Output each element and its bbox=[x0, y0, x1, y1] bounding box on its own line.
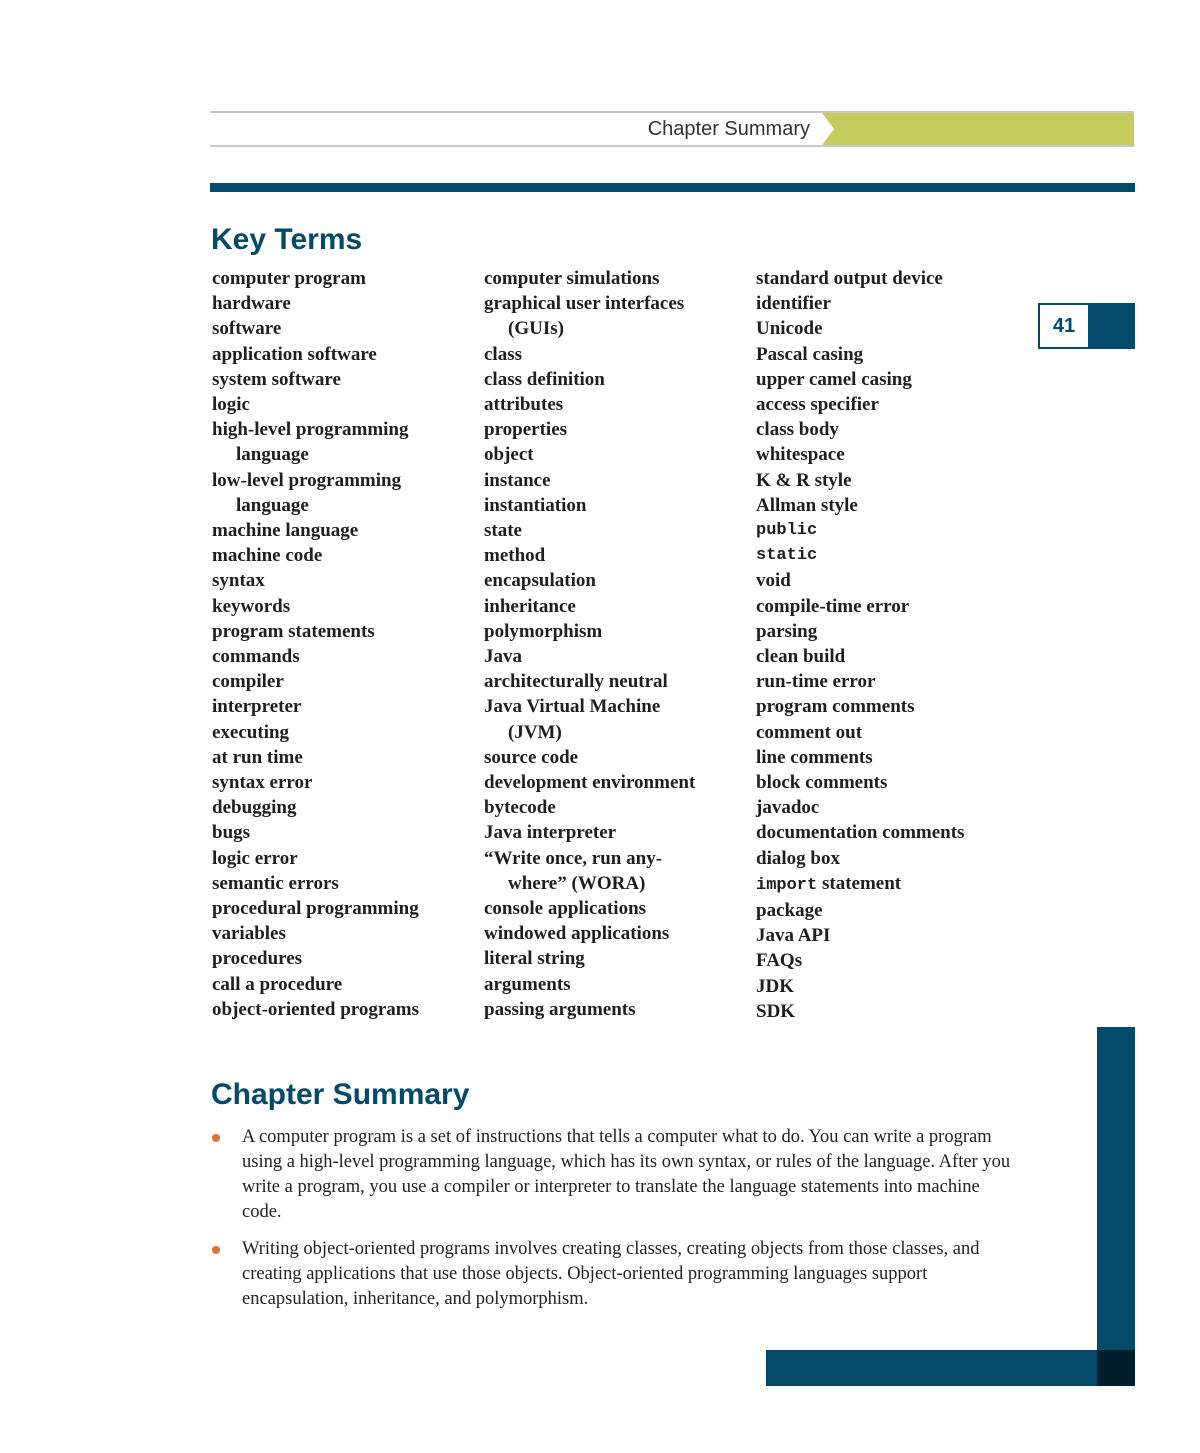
key-term: interpreter bbox=[212, 696, 302, 718]
key-term: application software bbox=[212, 343, 377, 365]
key-term: “Write once, run any- where” (WORA) bbox=[484, 847, 663, 894]
key-term: polymorphism bbox=[484, 620, 603, 642]
key-term: logic bbox=[212, 394, 250, 416]
key-term: hardware bbox=[212, 293, 291, 315]
key-term: properties bbox=[484, 419, 568, 441]
key-term: console applications bbox=[484, 898, 647, 920]
header-accent-tab bbox=[822, 113, 1134, 145]
key-term: literal string bbox=[484, 948, 585, 970]
key-term: program comments bbox=[756, 696, 915, 718]
key-term: executing bbox=[212, 721, 290, 743]
key-terms-heading: Key Terms bbox=[211, 223, 363, 256]
key-term: machine code bbox=[212, 545, 323, 567]
key-term: windowed applications bbox=[484, 923, 670, 945]
key-term: procedures bbox=[212, 948, 303, 970]
key-term: void bbox=[756, 570, 791, 592]
key-term: SDK bbox=[756, 1000, 796, 1022]
key-term: syntax bbox=[212, 570, 265, 592]
key-term: block comments bbox=[756, 772, 888, 794]
key-term: import statement bbox=[756, 872, 902, 895]
key-term: class definition bbox=[484, 368, 605, 390]
key-term: high-level programming language bbox=[212, 419, 409, 466]
key-term: bytecode bbox=[484, 797, 556, 819]
key-term: Pascal casing bbox=[756, 343, 864, 365]
key-term: software bbox=[212, 318, 282, 340]
key-term: static bbox=[756, 546, 818, 566]
section-rule-bar bbox=[210, 183, 1135, 192]
key-term: method bbox=[484, 545, 546, 567]
key-term: JDK bbox=[756, 975, 794, 997]
key-term: commands bbox=[212, 646, 300, 668]
page-number-tab-block bbox=[1090, 303, 1135, 349]
key-term: parsing bbox=[756, 620, 818, 642]
running-header-title: Chapter Summary bbox=[647, 118, 810, 140]
key-term: attributes bbox=[484, 394, 564, 416]
key-term: state bbox=[484, 520, 522, 542]
key-term: upper camel casing bbox=[756, 368, 912, 390]
key-term: comment out bbox=[756, 721, 863, 743]
key-term: graphical user interfaces (GUIs) bbox=[484, 293, 685, 340]
key-term: Java Virtual Machine (JVM) bbox=[484, 696, 661, 743]
key-term: development environment bbox=[484, 772, 696, 794]
bullet-icon bbox=[212, 1134, 220, 1142]
key-term: semantic errors bbox=[212, 872, 339, 894]
key-term: bugs bbox=[212, 822, 251, 844]
decorative-side-bar bbox=[1097, 1027, 1135, 1386]
key-term: Java interpreter bbox=[484, 822, 617, 844]
decorative-bottom-bar bbox=[766, 1350, 1135, 1386]
key-term: standard output device bbox=[756, 268, 943, 289]
key-term: javadoc bbox=[756, 797, 820, 819]
summary-item bbox=[212, 1237, 1012, 1312]
key-term: instance bbox=[484, 469, 551, 491]
summary-list bbox=[212, 1125, 1012, 1324]
key-term: computer simulations bbox=[484, 268, 660, 289]
bullet-icon bbox=[212, 1246, 220, 1254]
key-term: access specifier bbox=[756, 394, 879, 416]
page-number: 41 bbox=[1038, 303, 1090, 349]
key-term: at run time bbox=[212, 746, 303, 768]
key-term: architecturally neutral bbox=[484, 671, 668, 693]
key-term: object bbox=[484, 444, 534, 466]
key-term: compiler bbox=[212, 671, 284, 693]
key-term: passing arguments bbox=[484, 998, 636, 1020]
key-term: machine language bbox=[212, 520, 359, 542]
key-term: call a procedure bbox=[212, 973, 343, 995]
key-term: Java API bbox=[756, 925, 831, 947]
key-term: keywords bbox=[212, 595, 291, 617]
key-term: clean build bbox=[756, 646, 846, 668]
key-term: encapsulation bbox=[484, 570, 596, 592]
key-term: whitespace bbox=[756, 444, 845, 466]
key-term: Unicode bbox=[756, 318, 823, 340]
summary-item bbox=[212, 1125, 1012, 1225]
key-term: compile-time error bbox=[756, 595, 910, 617]
key-term: instantiation bbox=[484, 494, 587, 516]
key-term: documentation comments bbox=[756, 822, 965, 844]
key-term: object-oriented programs bbox=[212, 998, 420, 1020]
key-term: line comments bbox=[756, 746, 873, 768]
key-terms-column-2 bbox=[484, 266, 746, 1022]
summary-item-text: A computer program is a set of instructions that tells a computer what to do. You can write a program using a high-level programming language, which has its own syntax, or rules of the language. After you write a program, you use a compiler or interpreter to translate the language statements into machine code. bbox=[242, 1127, 1011, 1222]
chapter-summary-heading: Chapter Summary bbox=[211, 1078, 470, 1111]
key-term: logic error bbox=[212, 847, 298, 869]
key-term: K & R style bbox=[756, 469, 852, 491]
key-term: FAQs bbox=[756, 950, 803, 972]
key-term: low-level programming language bbox=[212, 469, 402, 516]
key-term: variables bbox=[212, 923, 286, 945]
key-term: class bbox=[484, 343, 522, 365]
key-term: run-time error bbox=[756, 671, 876, 693]
key-term: inheritance bbox=[484, 595, 576, 617]
key-term: dialog box bbox=[756, 847, 840, 869]
key-terms-column-3 bbox=[756, 266, 1026, 1024]
key-term: computer program bbox=[212, 268, 366, 289]
key-term: program statements bbox=[212, 620, 375, 642]
key-term: Allman style bbox=[756, 494, 858, 516]
key-term: debugging bbox=[212, 797, 297, 819]
summary-item-text: Writing object-oriented programs involves creating classes, creating objects from those classes, and creating applications that use those objects. Object-oriented programming languages support encapsulation, inheritance, and polymorphism. bbox=[242, 1239, 980, 1309]
decorative-corner-block bbox=[1097, 1350, 1135, 1386]
key-term: syntax error bbox=[212, 772, 313, 794]
key-terms-column-1 bbox=[212, 266, 474, 1022]
key-term: package bbox=[756, 900, 823, 922]
key-term: procedural programming bbox=[212, 898, 419, 920]
key-term: public bbox=[756, 521, 818, 541]
key-term: source code bbox=[484, 746, 579, 768]
key-term: identifier bbox=[756, 293, 831, 315]
key-term: class body bbox=[756, 419, 839, 441]
header-rule-bottom bbox=[210, 145, 1134, 147]
key-term: system software bbox=[212, 368, 341, 390]
key-term: Java bbox=[484, 646, 522, 668]
key-term: arguments bbox=[484, 973, 571, 995]
